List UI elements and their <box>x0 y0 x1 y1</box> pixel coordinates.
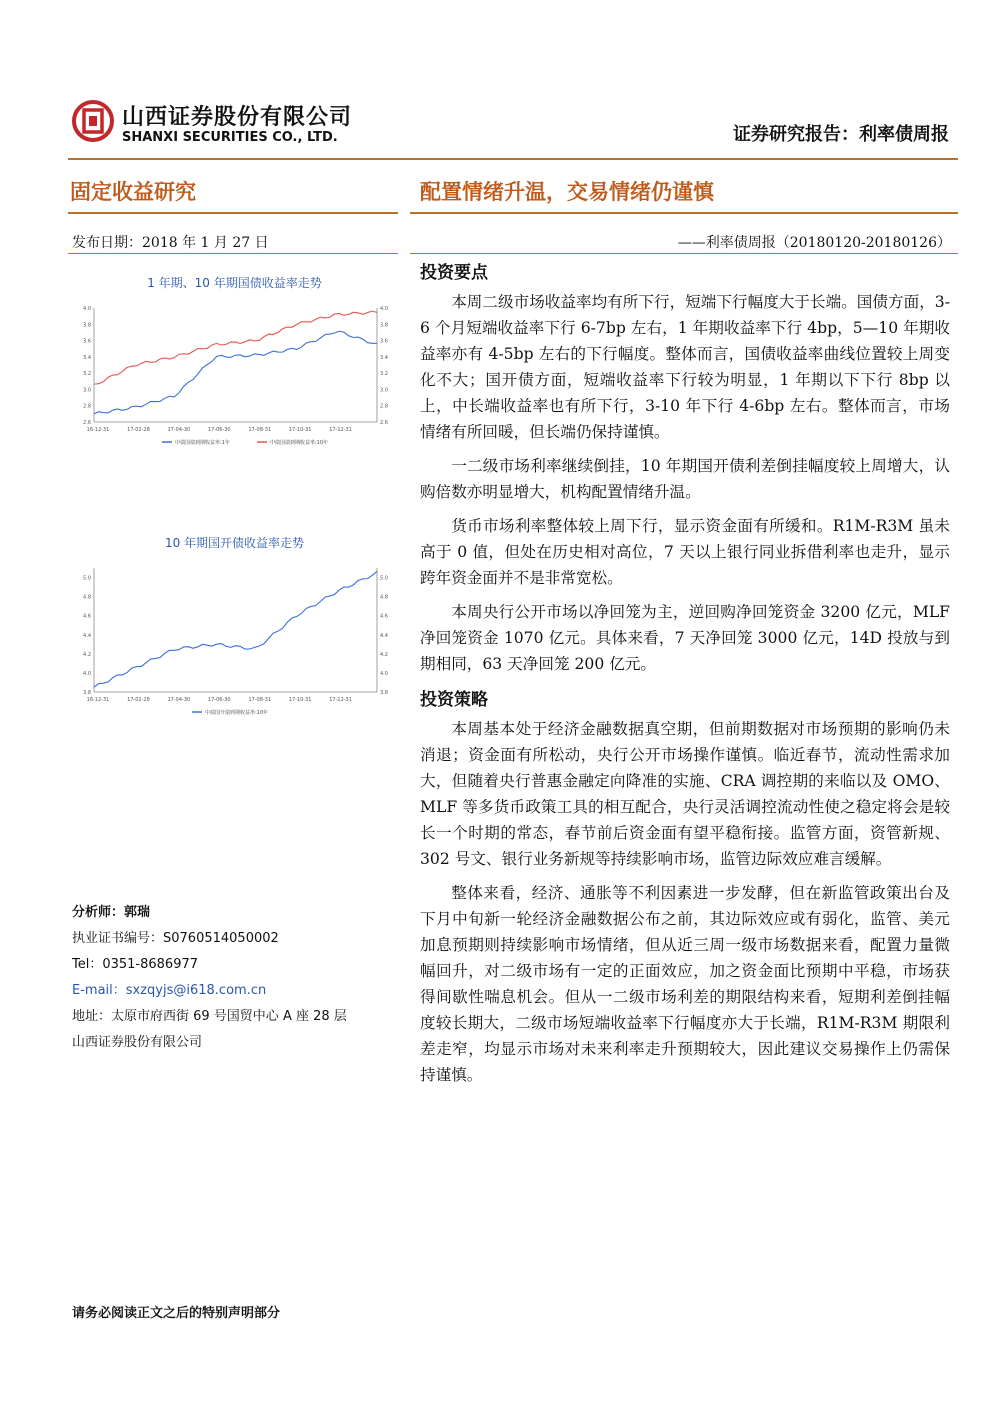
section-heading: 投资要点 <box>420 263 488 283</box>
y-tick-label-left: 4.6 <box>83 613 91 620</box>
x-tick-label: 17-02-28 <box>127 697 150 703</box>
section-investment-strategy <box>420 685 950 1088</box>
y-tick-label-right: 2.6 <box>380 420 388 426</box>
series-line-2 <box>94 311 377 384</box>
legend-label: 中债国债到期收益率:10年 <box>270 440 329 446</box>
y-tick-label-right: 3.0 <box>380 387 388 394</box>
x-tick-label: 17-08-31 <box>248 697 272 703</box>
y-tick-label-right: 2.8 <box>380 403 388 410</box>
y-tick-label-right: 5.0 <box>380 575 388 582</box>
x-tick-label: 17-10-31 <box>288 427 312 433</box>
analyst-name: 分析师：郭瑞 <box>72 905 151 920</box>
section-heading: 投资策略 <box>420 690 488 710</box>
series-line-1 <box>94 331 377 414</box>
section-label: 固定收益研究 <box>70 180 196 204</box>
y-tick-label-left: 3.4 <box>83 354 91 361</box>
y-tick-label-right: 3.8 <box>380 690 388 696</box>
paragraph: 整体来看，经济、通胀等不利因素进一步发酵，但在新监管政策出台及下月中旬新一轮经济金融数据公布之前，其边际效应或有弱化，监管、美元加息预期则持续影响市场情绪，但从近三周一级市场数据来看，配置力量微幅回升，对二级市场有一定的正面效应，加之资金面比预期中平稳，市场获得间歇性喘息机会。但从一二级市场利差的期限结构来看，短期利差倒挂幅度较长期大，二级市场短端收益率下行幅度亦大于长端，R1M-R3M 期限利差走窄，均显示市场对未来利率走升预期较大，因此建议交易操作上仍需保持谨慎。 <box>420 884 950 1084</box>
y-tick-label-right: 4.6 <box>380 613 388 620</box>
company-logo-icon <box>72 100 114 142</box>
y-tick-label-left: 4.0 <box>83 670 91 677</box>
y-tick-label-left: 3.8 <box>83 322 91 329</box>
y-tick-label-right: 3.8 <box>380 322 388 329</box>
report-title: 配置情绪升温，交易情绪仍谨慎 <box>420 180 714 204</box>
y-tick-label-right: 4.0 <box>380 670 388 677</box>
company-name: 山西证券股份有限公司 <box>72 1035 203 1050</box>
y-tick-label-left: 4.2 <box>83 651 91 658</box>
y-tick-label-left: 4.4 <box>83 632 91 639</box>
y-tick-label-right: 3.2 <box>380 371 388 378</box>
paragraph: 本周基本处于经济金融数据真空期，但前期数据对市场预期的影响仍未消退；资金面有所松动，央行公开市场操作谨慎。临近春节，流动性需求加大，但随着央行普惠金融定向降准的实施、CRA 调控期的来临以及 OMO、MLF 等多货币政策工具的相互配合，央行灵活调控流动性使之稳定将会是较长一个时期的常态，春节前后资金面有望平稳衔接。监管方面，资管新规、302 号文、银行业务新规等持续影响市场，监管边际效应难言缓解。 <box>420 720 950 868</box>
series-line-1 <box>94 571 377 687</box>
paragraph: 一二级市场利率继续倒挂，10 年期国开债利差倒挂幅度较上周增大，认购倍数亦明显增大，机构配置情绪升温。 <box>420 457 950 501</box>
title-rule-right <box>410 212 958 214</box>
legend-label: 中债国债到期收益率:1年 <box>175 440 230 446</box>
y-tick-label-left: 5.0 <box>83 575 91 582</box>
date-rule-right <box>410 253 958 254</box>
legend-label: 中债国开债到期收益率:10年 <box>205 710 269 716</box>
chart1-title: 1 年期、10 年期国债收益率走势 <box>147 276 322 290</box>
section-investment-points <box>420 258 950 677</box>
x-tick-label: 16-12-31 <box>86 697 110 703</box>
y-tick-label-right: 3.4 <box>380 354 388 361</box>
x-tick-label: 17-12-31 <box>329 427 352 433</box>
company-name-en: SHANXI SECURITIES CO., LTD. <box>122 130 338 145</box>
analyst-tel: Tel：0351-8686977 <box>72 957 199 972</box>
y-tick-label-right: 4.0 <box>380 306 388 312</box>
paragraph: 货币市场利率整体较上周下行，显示资金面有所缓和。R1M-R3M 虽未高于 0 值，但处在历史相对高位，7 天以上银行同业拆借利率也走升，显示跨年资金面并不是非常宽松。 <box>420 517 950 587</box>
x-tick-label: 17-06-30 <box>207 427 231 433</box>
x-tick-label: 17-10-31 <box>288 697 312 703</box>
y-tick-label-right: 4.2 <box>380 651 388 658</box>
y-tick-label-left: 3.2 <box>83 371 91 378</box>
company-address: 地址：太原市府西街 69 号国贸中心 A 座 28 层 <box>72 1009 347 1024</box>
y-tick-label-left: 3.8 <box>83 690 91 696</box>
y-tick-label-left: 3.0 <box>83 387 91 394</box>
analyst-email-link[interactable]: E-mail：sxzqyjs@i618.com.cn <box>72 983 267 998</box>
report-subtitle: ——利率债周报（20180120-20180126） <box>677 235 951 251</box>
x-tick-label: 17-08-31 <box>248 427 272 433</box>
title-rule-left <box>68 212 398 214</box>
y-tick-label-right: 4.8 <box>380 594 388 601</box>
x-tick-label: 17-12-31 <box>329 697 352 703</box>
x-tick-label: 17-06-30 <box>207 697 231 703</box>
x-tick-label: 16-12-31 <box>86 427 110 433</box>
analyst-license: 执业证书编号：S0760514050002 <box>72 931 279 946</box>
x-tick-label: 17-04-30 <box>167 697 191 703</box>
y-tick-label-left: 4.8 <box>83 594 91 601</box>
y-tick-label-left: 3.6 <box>83 338 91 345</box>
disclaimer-footer: 请务必阅读正文之后的特别声明部分 <box>72 1306 281 1321</box>
chart1 <box>72 300 397 495</box>
main-content <box>420 256 950 1096</box>
paragraph: 本周央行公开市场以净回笼为主，逆回购净回笼资金 3200 亿元，MLF 净回笼资金 1070 亿元。具体来看，7 天净回笼 3000 亿元，14D 投放与到期相同，63 天净回笼 200 亿元。 <box>420 603 950 673</box>
chart2-title: 10 年期国开债收益率走势 <box>164 536 305 550</box>
y-tick-label-left: 2.6 <box>83 420 91 426</box>
x-tick-label: 17-02-28 <box>127 427 150 433</box>
company-name-cn: 山西证券股份有限公司 <box>122 105 353 130</box>
y-tick-label-left: 4.0 <box>83 306 91 312</box>
report-type: 证券研究报告：利率债周报 <box>733 124 949 145</box>
y-tick-label-left: 2.8 <box>83 403 91 410</box>
header-rule <box>68 158 958 160</box>
analyst-info <box>72 900 347 1056</box>
y-tick-label-right: 4.4 <box>380 632 388 639</box>
paragraph: 本周二级市场收益率均有所下行，短端下行幅度大于长端。国债方面，3-6 个月短端收益率下行 6-7bp 左右，1 年期收益率下行 4bp，5—10 年期收益率亦有 4-5bp 左右的下行幅度。整体而言，国债收益率曲线位置较上周变化不大；国开债方面，短端收益率下行较为明显，1 年期以下下行 8bp 以上，中长端收益率也有所下行，3-10 年下行 4-6bp 左右。整体而言，市场情绪有所回暖，但长端仍保持谨慎。 <box>420 293 950 441</box>
y-tick-label-right: 3.6 <box>380 338 388 345</box>
date-rule-left <box>68 253 398 254</box>
publish-date: 发布日期：2018 年 1 月 27 日 <box>72 235 269 251</box>
x-tick-label: 17-04-30 <box>167 427 191 433</box>
chart2 <box>72 560 397 740</box>
